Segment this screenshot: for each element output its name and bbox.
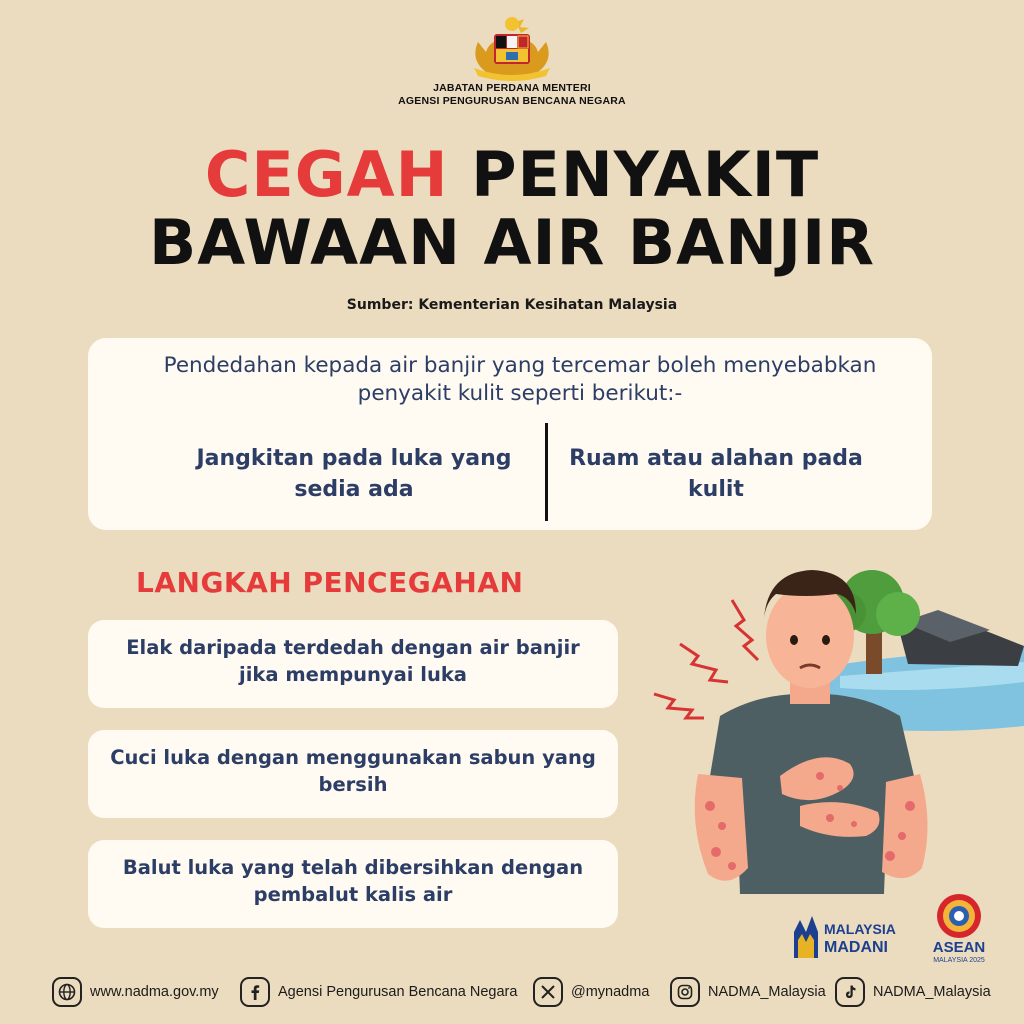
prevention-step-1-text: Elak daripada terdedah dengan air banjir jika mempunyai luka: [126, 636, 580, 686]
instagram-icon: [670, 977, 700, 1007]
x-link[interactable]: [533, 976, 649, 1008]
asean-line-1: ASEAN: [932, 939, 986, 956]
x-logo-icon: [533, 977, 563, 1007]
prevention-step-2: [88, 730, 618, 818]
prevention-step-1: [88, 620, 618, 708]
tiktok-icon: [835, 977, 865, 1007]
org-line-1: JABATAN PERDANA MENTERI: [433, 82, 591, 94]
org-line-2: AGENSI PENGURUSAN BENCANA NEGARA: [398, 95, 626, 107]
condition-wound-infection: Jangkitan pada luka yang sedia ada: [196, 446, 512, 502]
website-label: www.nadma.gov.my: [90, 984, 219, 1000]
facebook-icon: [240, 977, 270, 1007]
coat-of-arms-logo: [466, 12, 558, 82]
info-intro: Pendedahan kepada air banjir yang tercemar boleh menyebabkan penyakit kulit seperti berikut:-: [163, 353, 877, 406]
social-footer: [0, 976, 1024, 1010]
prevention-step-3: [88, 840, 618, 928]
madani-line-2: MADANI: [824, 939, 888, 956]
facebook-label: Agensi Pengurusan Bencana Negara: [278, 984, 518, 1000]
globe-icon: [52, 977, 82, 1007]
x-label: @mynadma: [571, 984, 650, 1000]
website-link[interactable]: [52, 976, 219, 1008]
source-note: Sumber: Kementerian Kesihatan Malaysia: [346, 297, 678, 313]
condition-rash-allergy: Ruam atau alahan pada kulit: [569, 446, 863, 502]
malaysia-madani-logo: [790, 912, 910, 962]
instagram-label: NADMA_Malaysia: [708, 984, 826, 1000]
madani-line-1: MALAYSIA: [824, 921, 896, 937]
page-title-line-2: BAWAAN AIR BANJIR: [149, 206, 875, 279]
prevention-step-3-text: Balut luka yang telah dibersihkan dengan pembalut kalis air: [122, 856, 584, 906]
facebook-link[interactable]: [240, 976, 517, 1008]
tiktok-label: NADMA_Malaysia: [873, 984, 991, 1000]
instagram-link[interactable]: [670, 976, 826, 1008]
asean-malaysia-2025-logo: [930, 890, 988, 970]
prevention-step-2-text: Cuci luka dengan menggunakan sabun yang bersih: [110, 746, 596, 796]
tiktok-link[interactable]: [835, 976, 991, 1008]
itchy-man-flood-illustration: [640, 556, 1024, 896]
title-accent: CEGAH: [204, 138, 449, 211]
asean-line-2: MALAYSIA 2025: [933, 957, 985, 964]
page-title-line-1: [0, 140, 1024, 210]
title-line-1-rest: PENYAKIT: [448, 138, 820, 211]
prevention-title: LANGKAH PENCEGAHAN: [136, 566, 524, 599]
